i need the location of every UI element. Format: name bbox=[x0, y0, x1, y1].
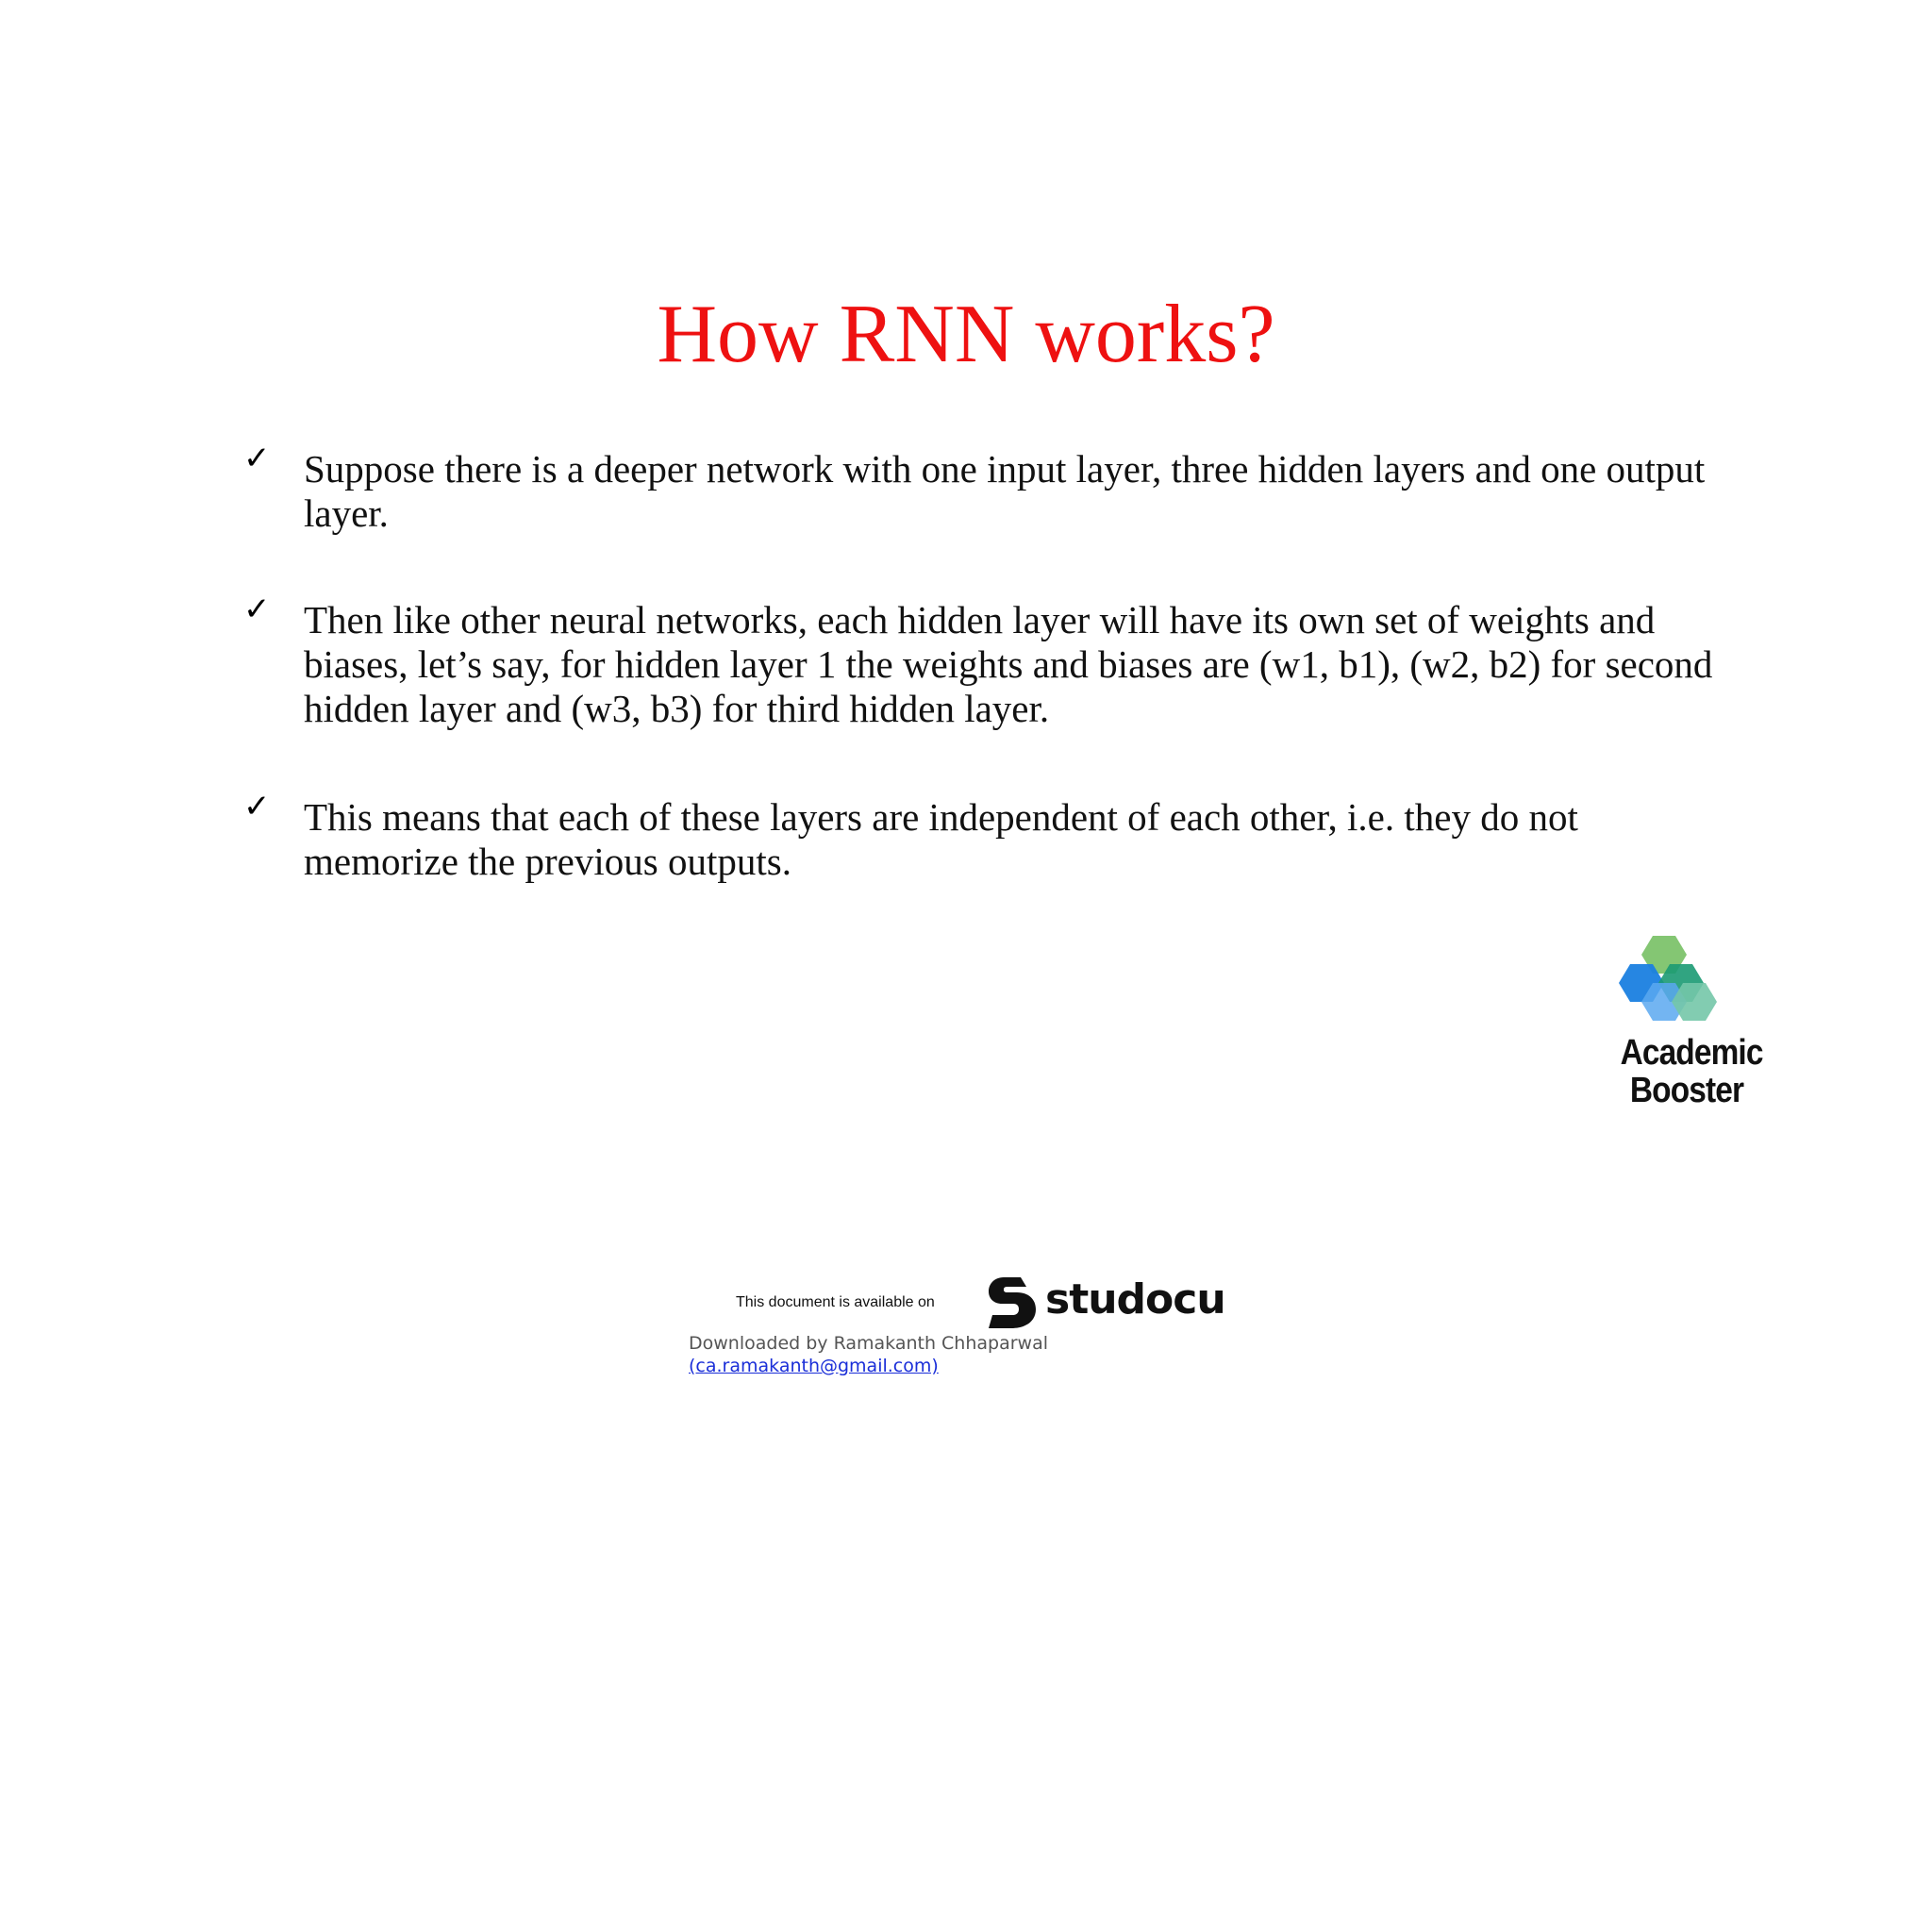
logo-text-line1: Academic bbox=[1620, 1033, 1763, 1073]
logo-text-line2: Booster bbox=[1629, 1071, 1744, 1110]
bullet-text: Suppose there is a deeper network with one input layer, three hidden layers and one output layer. bbox=[304, 447, 1706, 535]
downloaded-by-text: Downloaded by Ramakanth Chhaparwal bbox=[689, 1333, 1049, 1354]
checkmark-icon: ✓ bbox=[243, 788, 271, 825]
checkmark-icon: ✓ bbox=[243, 591, 271, 628]
bullet-text: Then like other neural networks, each hidden layer will have its own set of weights and biases, let’s say, for hidden layer 1 the weights and biases are (w1, b1), (w2, b2) for second hidden layer and (w3, b3) for third hidden layer. bbox=[304, 598, 1713, 730]
slide-title: How RNN works? bbox=[657, 289, 1275, 380]
email-link[interactable]: (ca.ramakanth@gmail.com) bbox=[689, 1356, 939, 1376]
bullet-list bbox=[0, 0, 1932, 943]
academic-booster-logo bbox=[1611, 934, 1762, 1123]
bullet-text: This means that each of these layers are independent of each other, i.e. they do not memorize the previous outputs. bbox=[304, 795, 1578, 883]
studocu-logo-icon bbox=[985, 1274, 1041, 1332]
hexagon-logo-icon bbox=[1611, 934, 1762, 1038]
checkmark-icon: ✓ bbox=[243, 440, 271, 477]
available-on-text: This document is available on bbox=[736, 1294, 935, 1310]
studocu-brand[interactable]: studocu bbox=[1045, 1275, 1225, 1324]
